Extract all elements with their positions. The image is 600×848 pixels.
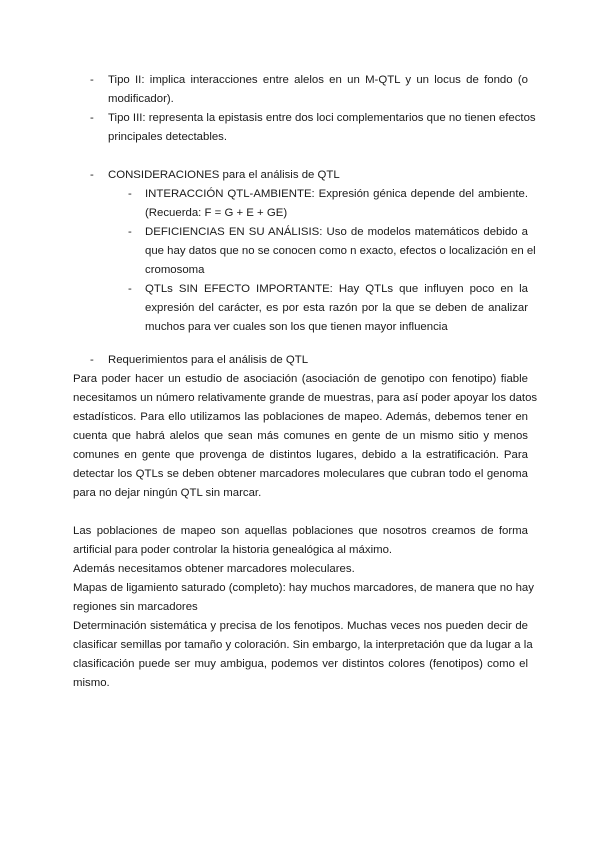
requirements-heading: Requerimientos para el análisis de QTL (108, 354, 309, 366)
tipo-iii-line-2: principales detectables. (108, 131, 228, 143)
list-marker: - (128, 283, 132, 295)
sub-item-line: (Recuerda: F = G + E + GE) (145, 207, 288, 219)
list-marker: - (90, 354, 94, 366)
sub-item-line: cromosoma (145, 264, 205, 276)
tipo-ii-line-1: Tipo II: implica interacciones entre alelos en un M-QTL y un locus de fondo (o (108, 74, 528, 86)
paragraph-line: necesitamos un número relativamente grande de muestras, para así poder apoyar los datos (73, 392, 538, 404)
sub-item-line: INTERACCIÓN QTL-AMBIENTE: Expresión génica depende del ambiente. (145, 188, 528, 200)
paragraph-line: Determinación sistemática y precisa de los fenotipos. Muchas veces nos pueden decir de (73, 620, 528, 632)
paragraph-line: clasificar semillas por tamaño y coloración. Sin embargo, la interpretación que da lugar a la (73, 639, 533, 651)
list-marker: - (128, 188, 132, 200)
paragraph-line: comunes en gente que provenga de distintos lugares, debido a la estratificación. Para (73, 449, 528, 461)
list-marker: - (90, 112, 94, 124)
paragraph-line: clasificación puede ser muy ambigua, podemos ver distintos colores (fenotipos) como el (73, 658, 528, 670)
considerations-heading: CONSIDERACIONES para el análisis de QTL (108, 169, 340, 181)
paragraph-line: estadísticos. Para ello utilizamos las poblaciones de mapeo. Además, debemos tener en (73, 411, 528, 423)
tipo-ii-line-2: modificador). (108, 93, 174, 105)
paragraph-line: Mapas de ligamiento saturado (completo): hay muchos marcadores, de manera que no hay (73, 582, 534, 594)
sub-item-line: expresión del carácter, es por esta razón por la que se deben de analizar (145, 302, 528, 314)
paragraph-line: para no dejar ningún QTL sin marcar. (73, 487, 262, 499)
sub-item-line: muchos para ver cuales son los que tienen mayor influencia (145, 321, 448, 333)
sub-item-line: DEFICIENCIAS EN SU ANÁLISIS: Uso de modelos matemáticos debido a (145, 226, 528, 238)
paragraph-line: Las poblaciones de mapeo son aquellas poblaciones que nosotros creamos de forma (73, 525, 528, 537)
paragraph-line: mismo. (73, 677, 110, 689)
paragraph-line: artificial para poder controlar la historia genealógica al máximo. (73, 544, 393, 556)
list-marker: - (90, 74, 94, 86)
sub-item-line: que hay datos que no se conocen como n exacto, efectos o localización en el (145, 245, 536, 257)
paragraph-line: Además necesitamos obtener marcadores moleculares. (73, 563, 355, 575)
paragraph-line: detectar los QTLs se deben obtener marcadores moleculares que cubran todo el genoma (73, 468, 528, 480)
paragraph-line: Para poder hacer un estudio de asociación (asociación de genotipo con fenotipo) fiable (73, 373, 528, 385)
list-marker: - (90, 169, 94, 181)
tipo-iii-line-1: Tipo III: representa la epistasis entre dos loci complementarios que no tienen efectos (108, 112, 536, 124)
sub-item-line: QTLs SIN EFECTO IMPORTANTE: Hay QTLs que influyen poco en la (145, 283, 528, 295)
paragraph-line: cuenta que habrá alelos que sean más comunes en gente de un mismo sitio y menos (73, 430, 528, 442)
paragraph-line: regiones sin marcadores (73, 601, 198, 613)
list-marker: - (128, 226, 132, 238)
